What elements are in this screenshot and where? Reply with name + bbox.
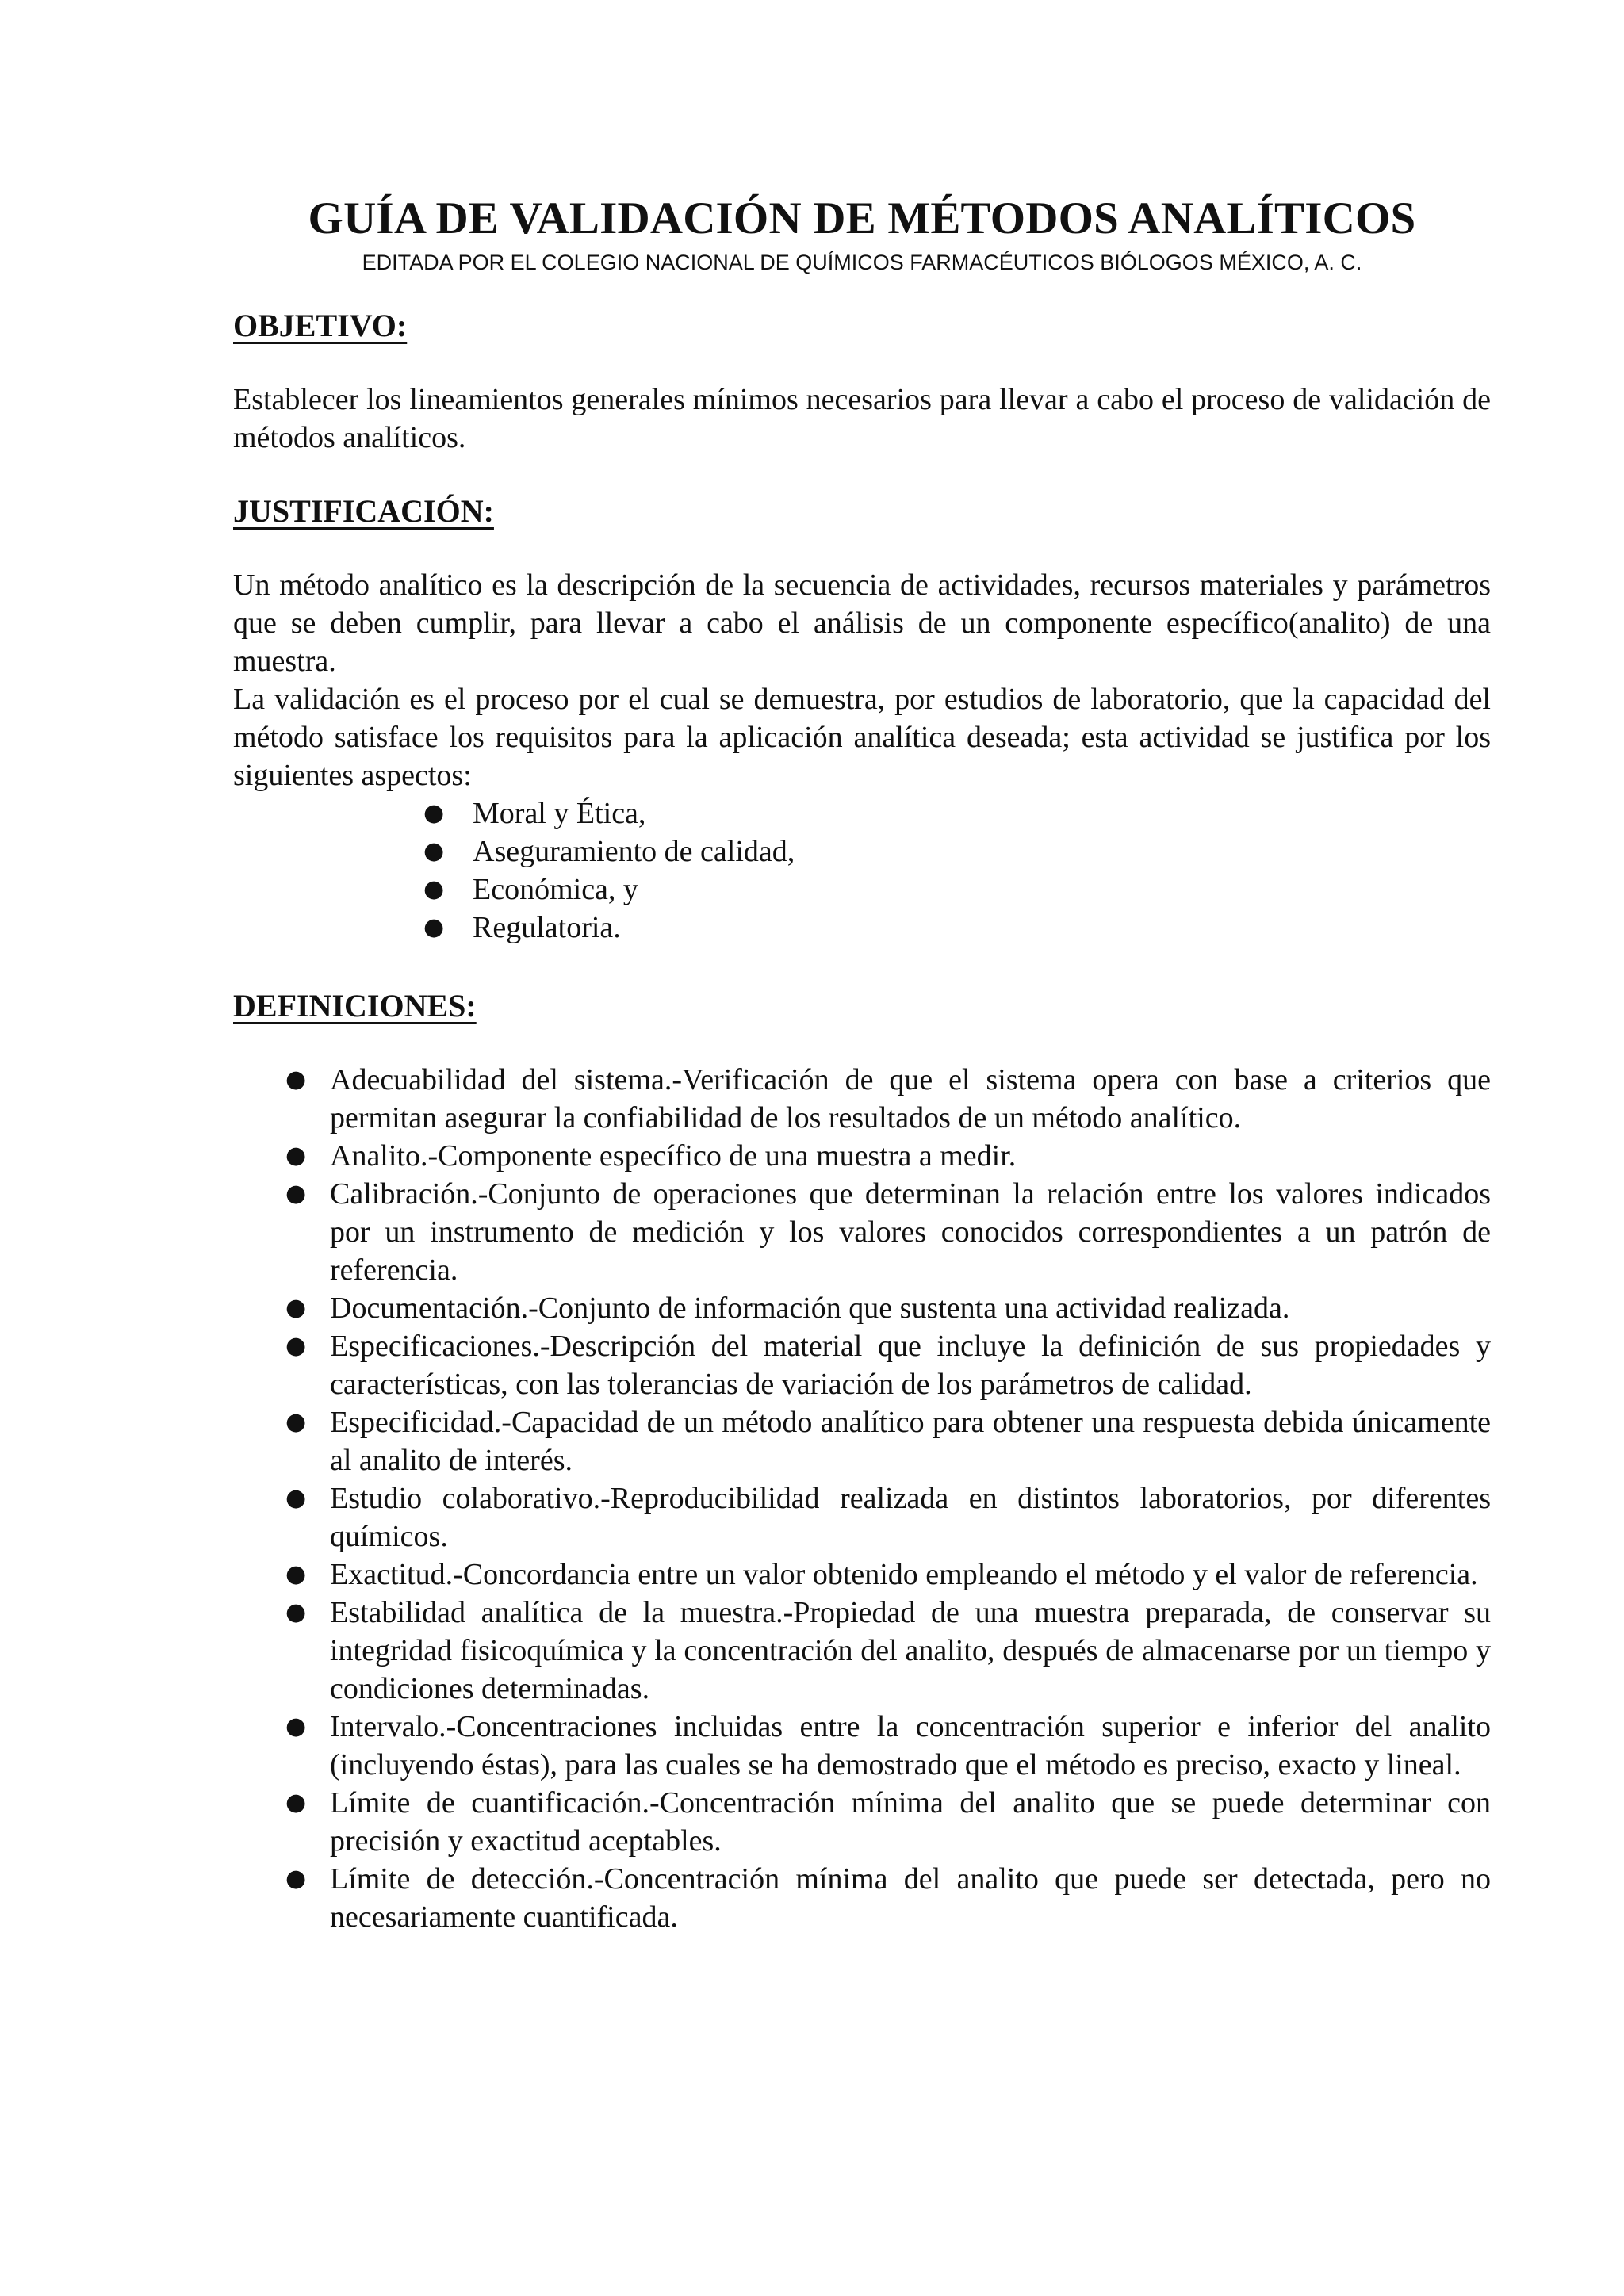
aspect-text: Aseguramiento de calidad,	[473, 835, 795, 868]
bullet-icon: ●	[285, 1332, 307, 1360]
definition-item	[285, 1175, 1491, 1289]
definition-term: Documentación.	[330, 1292, 529, 1325]
bullet-icon: ●	[285, 1408, 307, 1436]
definition-description: -Verificación de que el sistema opera con base a criterios que permitan asegurar la confiabilidad de los resultados de un método analítico.	[330, 1063, 1491, 1135]
justificacion-paragraph-2: La validación es el proceso por el cual se demuestra, por estudios de laboratorio, que la capacidad del método satisface los requisitos para la aplicación analítica deseada; esta actividad se justifica por los siguientes aspectos:	[233, 683, 1491, 792]
definition-description: -Concentraciones incluidas entre la concentración superior e inferior del analito (incluyendo éstas), para las cuales se ha demostrado que el método es preciso, exacto y lineal.	[330, 1710, 1491, 1781]
bullet-icon: ●	[285, 1560, 307, 1588]
definition-item	[285, 1403, 1491, 1479]
definition-item	[285, 1708, 1491, 1784]
definition-description: -Concentración mínima del analito que se puede determinar con precisión y exactitud aceptables.	[330, 1786, 1492, 1858]
definiciones-heading: DEFINICIONES:	[233, 988, 477, 1024]
aspect-item	[423, 871, 1491, 909]
bullet-icon: ●	[423, 837, 445, 865]
definition-description: -Reproducibilidad realizada en distintos laboratorios, por diferentes químicos.	[330, 1482, 1491, 1553]
bullet-icon: ●	[285, 1789, 307, 1816]
justificacion-paragraph-1: Un método analítico es la descripción de la secuencia de actividades, recursos materiales y parámetros que se deben cumplir, para llevar a cabo el análisis de un componente específico(analito) de una muestra.	[233, 568, 1491, 678]
aspect-item	[423, 832, 1491, 871]
definition-term: Estudio colaborativo.	[330, 1482, 601, 1515]
definition-term: Límite de cuantificación.	[330, 1786, 649, 1820]
definition-item	[285, 1327, 1491, 1403]
definition-item	[285, 1479, 1491, 1556]
definition-description: -Capacidad de un método analítico para obtener una respuesta debida únicamente al analito de interés.	[330, 1406, 1491, 1477]
definition-term: Adecuabilidad del sistema.	[330, 1063, 672, 1096]
document-subtitle: EDITADA POR EL COLEGIO NACIONAL DE QUÍMICOS FARMACÉUTICOS BIÓLOGOS MÉXICO, A. C.	[362, 251, 1362, 274]
definition-description: -Descripción del material que incluye la definición de sus propiedades y características, con las tolerancias de variación de los parámetros de calidad.	[330, 1330, 1491, 1401]
definition-term: Especificaciones.	[330, 1330, 540, 1363]
definition-term: Especificidad.	[330, 1406, 502, 1439]
bullet-icon: ●	[423, 799, 445, 827]
definition-description: -Conjunto de operaciones que determinan la relación entre los valores indicados por un instrumento de medición y los valores conocidos correspondientes a un patrón de referencia.	[330, 1177, 1491, 1287]
definition-term: Límite de detección.	[330, 1862, 594, 1896]
bullet-icon: ●	[285, 1712, 307, 1740]
aspect-item	[423, 794, 1491, 832]
document-content	[233, 190, 1491, 1936]
aspects-list	[233, 794, 1491, 947]
bullet-icon: ●	[285, 1294, 307, 1322]
bullet-icon: ●	[285, 1598, 307, 1626]
definition-description: -Concordancia entre un valor obtenido empleando el método y el valor de referencia.	[453, 1558, 1478, 1591]
definition-term: Intervalo.	[330, 1710, 446, 1743]
bullet-icon: ●	[285, 1180, 307, 1207]
bullet-icon: ●	[285, 1142, 307, 1169]
objetivo-heading: OBJETIVO:	[233, 308, 408, 343]
aspect-text: Regulatoria.	[473, 911, 621, 944]
definition-description: -Propiedad de una muestra preparada, de conservar su integridad fisicoquímica y la concentración del analito, después de almacenarse por un tiempo y condiciones determinadas.	[330, 1596, 1491, 1705]
definition-item	[285, 1289, 1491, 1327]
definition-item	[285, 1061, 1491, 1137]
definitions-list	[233, 1061, 1491, 1936]
definition-term: Exactitud.	[330, 1558, 454, 1591]
definition-description: -Componente específico de una muestra a medir.	[427, 1139, 1017, 1173]
definition-item	[285, 1556, 1491, 1594]
bullet-icon: ●	[423, 875, 445, 903]
bullet-icon: ●	[285, 1066, 307, 1093]
aspect-item	[423, 909, 1491, 947]
bullet-icon: ●	[285, 1484, 307, 1512]
justificacion-heading: JUSTIFICACIÓN:	[233, 493, 494, 529]
aspect-text: Moral y Ética,	[473, 797, 646, 830]
definition-item	[285, 1594, 1491, 1708]
definition-description: -Conjunto de información que sustenta una actividad realizada.	[528, 1292, 1290, 1325]
definition-term: Estabilidad analítica de la muestra.	[330, 1596, 783, 1629]
definition-term: Calibración.	[330, 1177, 478, 1211]
document-title: GUÍA DE VALIDACIÓN DE MÉTODOS ANALÍTICOS	[308, 193, 1416, 243]
definition-item	[285, 1137, 1491, 1175]
aspect-text: Económica, y	[473, 873, 638, 906]
bullet-icon: ●	[285, 1865, 307, 1892]
definition-item	[285, 1784, 1491, 1860]
definition-term: Analito.	[330, 1139, 428, 1173]
definition-description: -Concentración mínima del analito que puede ser detectada, pero no necesariamente cuantificada.	[330, 1862, 1491, 1934]
objetivo-text: Establecer los lineamientos generales mínimos necesarios para llevar a cabo el proceso de validación de métodos analíticos.	[233, 383, 1491, 454]
bullet-icon: ●	[423, 913, 445, 941]
definition-item	[285, 1860, 1491, 1936]
